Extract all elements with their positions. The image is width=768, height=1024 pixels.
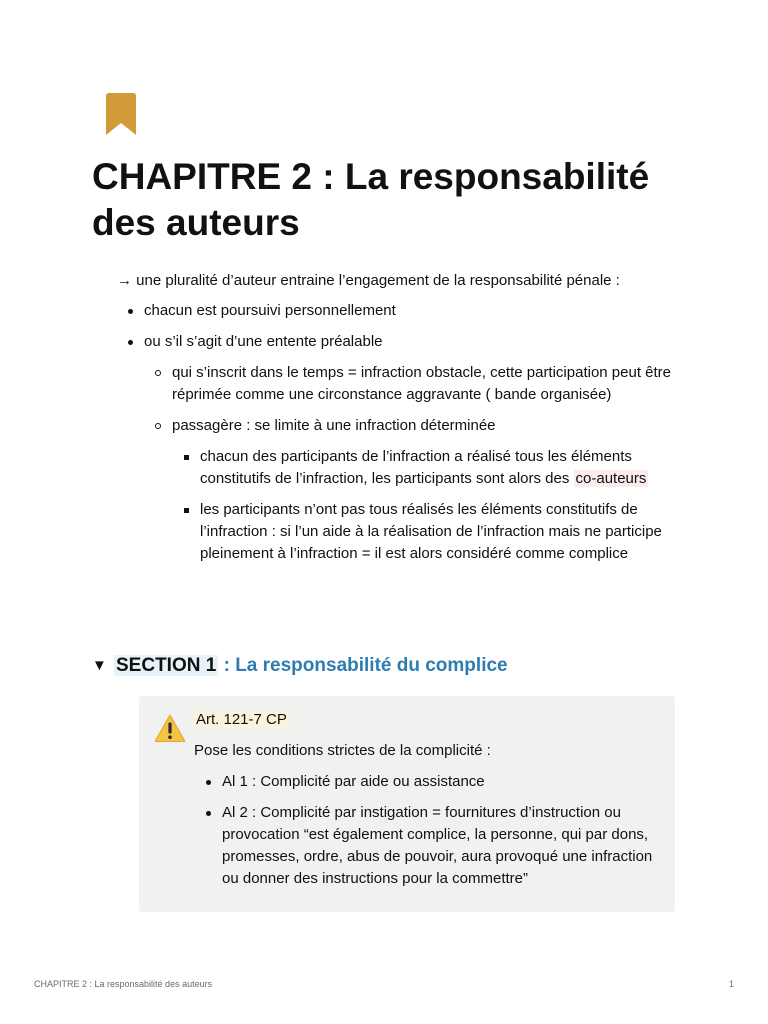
footer-title: CHAPITRE 2 : La responsabilité des auteurs	[34, 979, 213, 989]
page-title: CHAPITRE 2 : La responsabilité des auteurs	[92, 156, 650, 243]
bookmark-icon	[106, 93, 136, 135]
intro-line: → une pluralité d’auteur entraine l’engagement de la responsabilité pénale :	[117, 272, 620, 289]
list-item	[200, 499, 665, 565]
list-item-text: passagère : se limite à une infraction déterminée	[172, 417, 496, 434]
list-item-text: ou s’il s’agit d’une entente préalable	[144, 333, 383, 350]
page-number: 1	[728, 979, 734, 989]
sub-sub-list	[200, 446, 665, 565]
warning-icon	[154, 713, 186, 743]
section-title: La responsabilité du complice	[235, 655, 508, 676]
list-item-text: Al 2 : Complicité par instigation = fournitures d’instruction ou provocation “est également complice, la personne, qui par dons, promesses, ordre, abus de pouvoir, aura provoqué une infraction ou donner des instructions pour la commettre”	[222, 804, 653, 887]
list-item	[144, 331, 674, 565]
sub-list	[172, 362, 674, 565]
list-item	[222, 771, 654, 793]
callout-list	[222, 771, 654, 890]
main-list	[144, 300, 674, 574]
list-item	[172, 415, 674, 565]
section-separator: :	[218, 655, 236, 676]
list-item-text: les participants n’ont pas tous réalisés les éléments constitutifs de l’infraction : si l’un aide à la réalisation de l’infraction mais ne participe pleinement à l’infraction = il est alors considéré comme complice	[200, 501, 662, 562]
list-item-text: chacun est poursuivi personnellement	[144, 302, 396, 319]
section-label: SECTION 1	[116, 655, 217, 676]
callout-content	[194, 709, 654, 899]
list-item-text: qui s’inscrit dans le temps = infraction obstacle, cette participation peut être réprimée comme une circonstance aggravante ( bande organisée)	[172, 364, 672, 403]
list-item	[172, 362, 674, 406]
triangle-down-icon[interactable]: ▼	[92, 657, 107, 674]
list-item-text: Al 1 : Complicité par aide ou assistance	[222, 773, 485, 790]
list-item	[200, 446, 665, 490]
section-toggle-heading[interactable]	[92, 653, 508, 679]
callout-intro: Pose les conditions strictes de la complicité :	[194, 742, 491, 759]
page-footer	[34, 978, 734, 990]
highlight-co-auteurs: co-auteurs	[575, 470, 647, 487]
list-item	[222, 802, 654, 890]
article-reference: Art. 121-7 CP	[196, 711, 287, 728]
list-item-text: chacun des participants de l’infraction a réalisé tous les éléments constitutifs de l’infraction, les participants sont alors des	[200, 448, 632, 487]
list-item	[144, 300, 674, 322]
callout-box	[139, 696, 675, 912]
